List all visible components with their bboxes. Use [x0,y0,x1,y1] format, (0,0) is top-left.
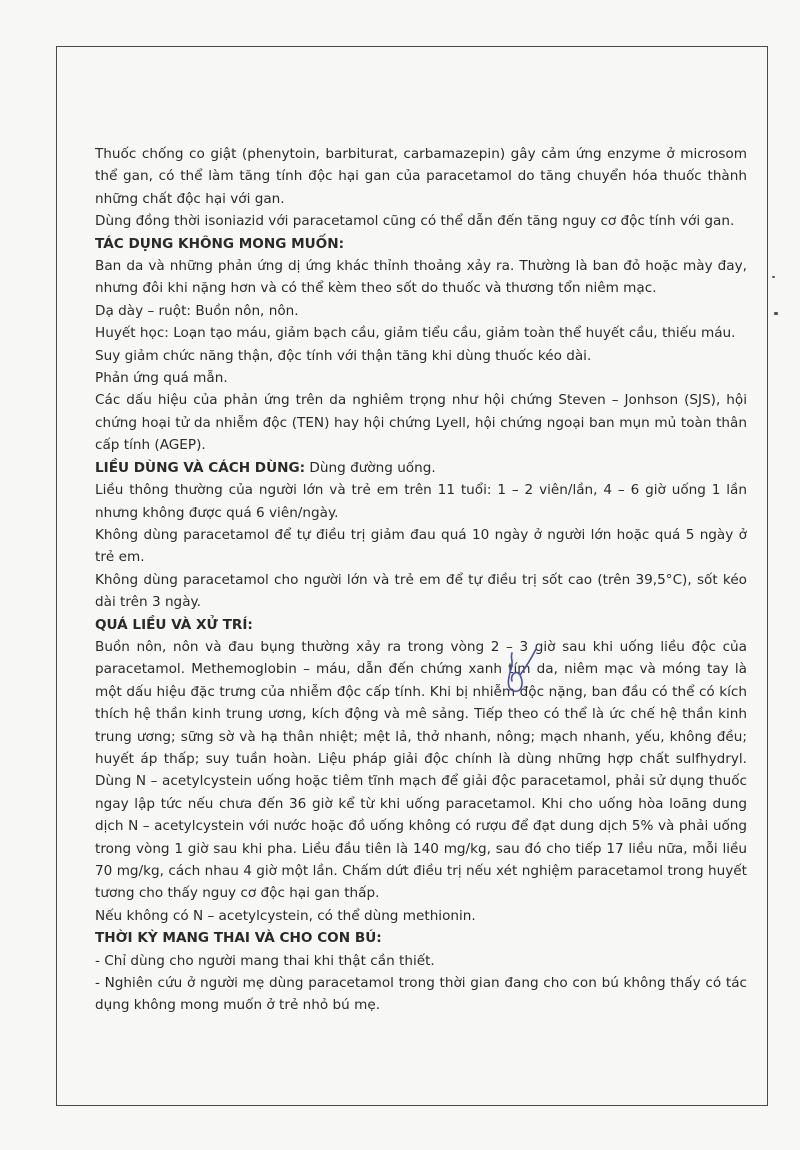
heading-adverse-effects: TÁC DỤNG KHÔNG MONG MUỐN: [95,235,345,252]
pregnancy-item-1: - Chỉ dùng cho người mang thai khi thật cần thiết. [95,952,435,969]
dosage-usual: Liều thông thường của người lớn và trẻ em trên 11 tuổi: 1 – 2 viên/lần, 4 – 6 giờ uống 1 lần nhưng không được quá 6 viên/ngày. [95,482,747,521]
handwritten-initial-signature [500,645,550,705]
dosage-heading-line [95,457,747,479]
pregnancy-item-2: - Nghiên cứu ở người mẹ dùng paracetamol trong thời gian đang cho con bú không thấy có tác dụng không mong muốn ở trẻ nhỏ bú mẹ. [95,975,747,1014]
scan-speck [772,276,775,278]
document-body [95,143,747,1017]
heading-overdose: QUÁ LIỀU VÀ XỬ TRÍ: [95,616,253,633]
overdose-methionin: Nếu không có N – acetylcystein, có thể dùng methionin. [95,907,476,924]
adverse-hypersensitivity: Phản ứng quá mẫn. [95,370,228,387]
dosage-pain-limit: Không dùng paracetamol để tự điều trị giảm đau quá 10 ngày ở người lớn hoặc quá 5 ngày ở trẻ em. [95,526,747,566]
scan-speck [774,312,778,315]
heading-dosage: LIỀU DÙNG VÀ CÁCH DÙNG: [95,459,306,476]
dosage-route: Dùng đường uống. [305,459,436,476]
adverse-skin-reactions: Các dấu hiệu của phản ứng trên da nghiêm trọng như hội chứng Steven – Jonhson (SJS), hội chứng hoại tử da nhiễm độc (TEN) hay hội chứng Lyell, hội chứng ngoại ban mụn mủ toàn thân cấp tính (AGEP). [95,392,747,454]
paragraph-anticonvulsant: Thuốc chống co giật (phenytoin, barbiturat, carbamazepin) gây cảm ứng enzyme ở microsom thể gan, có thể làm tăng tính độc hại gan của paracetamol do tăng chuyển hóa thuốc thành những chất độc hại với gan. [95,146,747,207]
dosage-fever-limit: Không dùng paracetamol cho người lớn và trẻ em để tự điều trị sốt cao (trên 39,5°C), sốt kéo dài trên 3 ngày. [95,571,747,611]
adverse-renal: Suy giảm chức năng thận, độc tính với thận tăng khi dùng thuốc kéo dài. [95,347,592,364]
adverse-rash: Ban da và những phản ứng dị ứng khác thỉnh thoảng xảy ra. Thường là ban đỏ hoặc mày đay, nhưng đôi khi nặng hơn và có thể kèm theo sốt do thuốc và thương tổn niêm mạc. [95,258,747,297]
adverse-gastro: Dạ dày – ruột: Buồn nôn, nôn. [95,302,299,319]
adverse-hematology: Huyết học: Loạn tạo máu, giảm bạch cầu, giảm tiểu cầu, giảm toàn thể huyết cầu, thiếu máu. [95,325,736,342]
heading-pregnancy: THỜI KỲ MANG THAI VÀ CHO CON BÚ: [95,930,382,947]
paragraph-isoniazid: Dùng đồng thời isoniazid với paracetamol cũng có thể dẫn đến tăng nguy cơ độc tính với gan. [95,213,735,230]
overdose-details: Buồn nôn, nôn và đau bụng thường xảy ra trong vòng 2 – 3 giờ sau khi uống liều độc của paracetamol. Methemoglobin – máu, dẫn đến chứng xanh tím da, niêm mạc và móng tay là một dấu hiệu đặc trưng của nhiễm độc cấp tính. Khi bị nhiễm độc nặng, ban đầu có thể có kích thích hệ thần kinh trung ương, kích động và mê sảng. Tiếp theo có thể là ức chế hệ thần kinh trung ương; sững sờ và hạ thân nhiệt; mệt lả, thở nhanh, nông; mạch nhanh, yếu, không đều; huyết áp thấp; suy tuần hoàn. Liệu pháp giải độc chính là dùng những hợp chất sulfhydryl. Dùng N – acetylcystein uống hoặc tiêm tĩnh mạch để giải độc paracetamol, phải sử dụng thuốc ngay lập tức nếu chưa đến 36 giờ kể từ khi uống paracetamol. Khi cho uống hòa loãng dung dịch N – acetylcystein với nước hoặc đồ uống không có rượu để đạt dung dịch 5% và phải uống trong vòng 1 giờ sau khi pha. Liều đầu tiên là 140 mg/kg, sau đó cho tiếp 17 liều nữa, mỗi liều 70 mg/kg, cách nhau 4 giờ một lần. Chấm dứt điều trị nếu xét nghiệm paracetamol trong huyết tương cho thấy nguy cơ độc hại gan thấp. [95,638,747,902]
